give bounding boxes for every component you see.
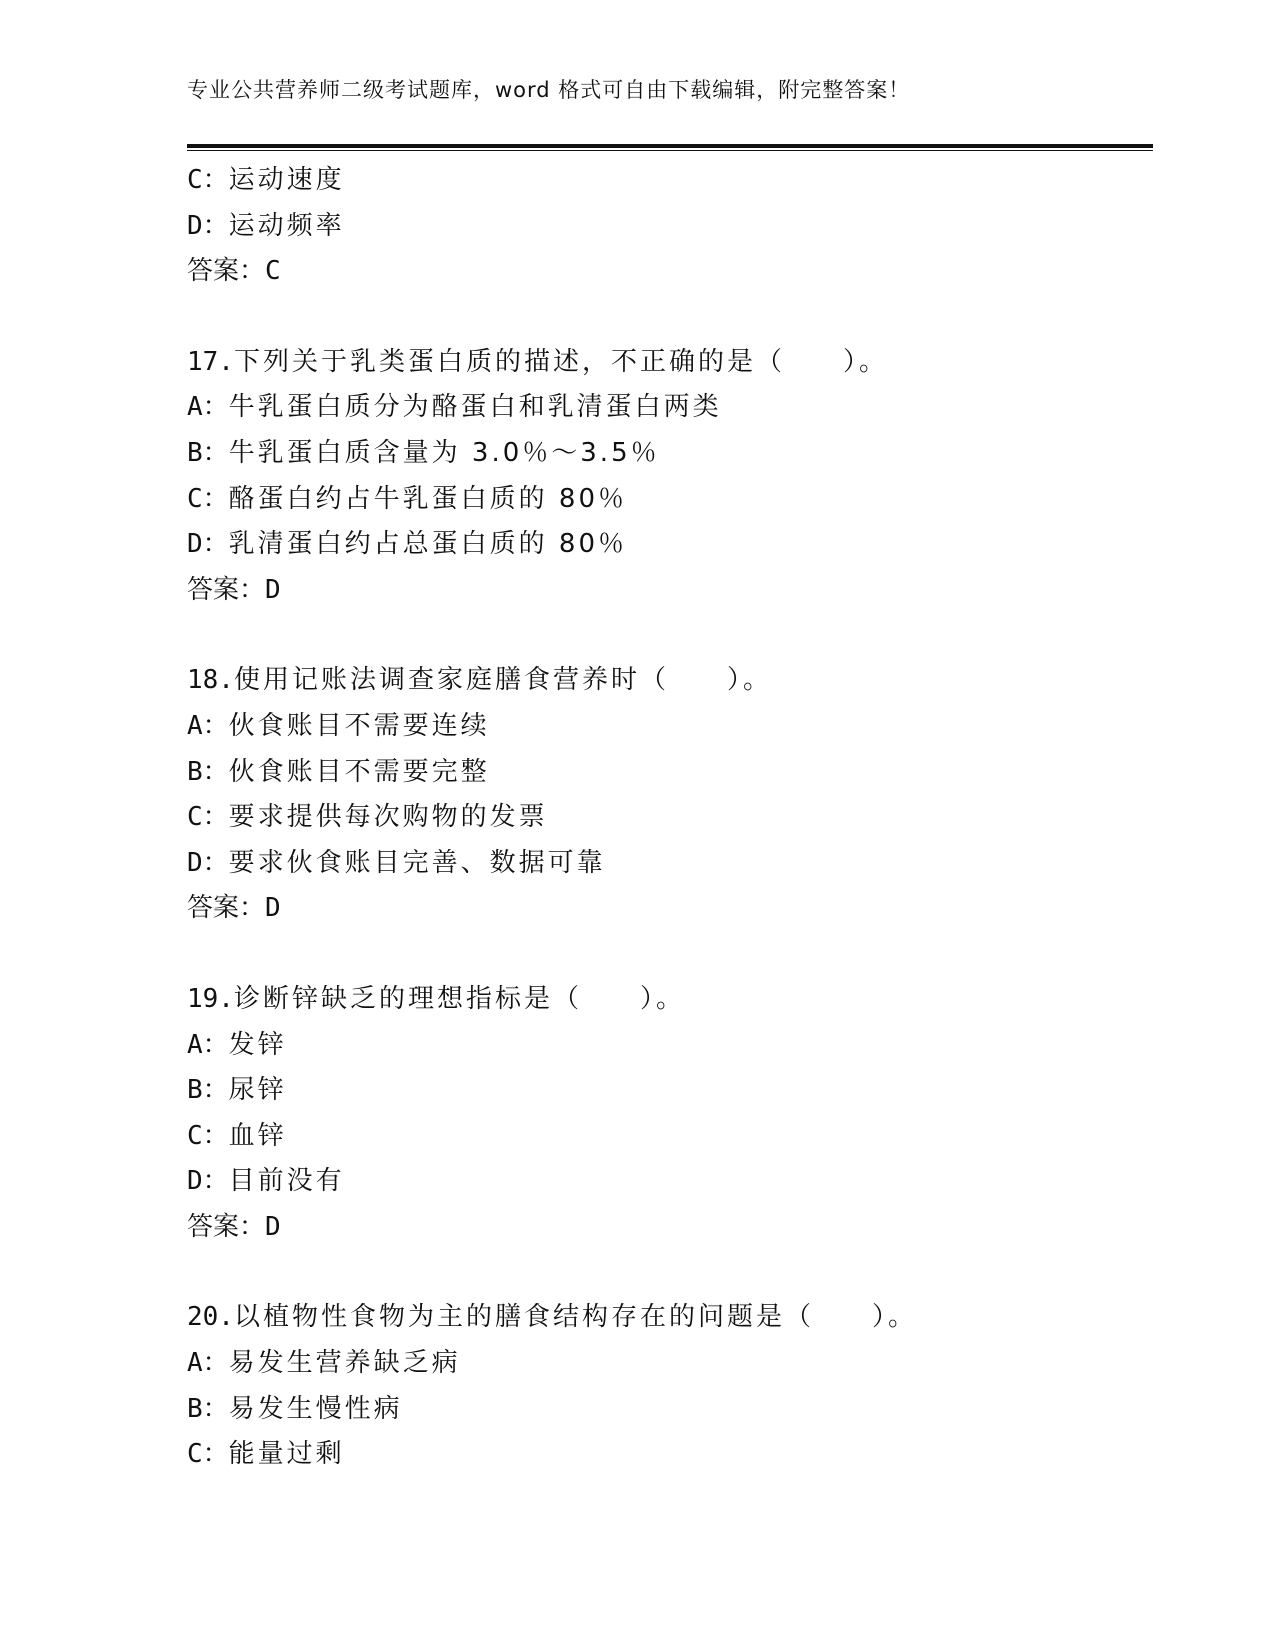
option-key: C： xyxy=(187,165,229,195)
header-rule-thick xyxy=(187,144,1153,148)
question-text: 使用记账法调查家庭膳食营养时（ ）。 xyxy=(233,665,772,696)
option-text: 牛乳蛋白质分为酪蛋白和乳清蛋白两类 xyxy=(228,392,722,423)
question-stem xyxy=(187,1295,1153,1341)
answer-value: D xyxy=(265,893,281,924)
option-key: D： xyxy=(187,210,229,241)
option-line xyxy=(187,1432,1153,1478)
option-text: 伙食账目不需要完整 xyxy=(228,756,490,787)
option-text: 运动速度 xyxy=(228,165,345,195)
question-stem xyxy=(187,658,1153,704)
question-number: 19. xyxy=(187,983,234,1014)
option-text: 要求提供每次购物的发票 xyxy=(228,802,548,833)
document-body xyxy=(187,158,1153,1478)
answer-line xyxy=(187,1205,1153,1251)
option-key: C： xyxy=(187,802,229,833)
answer-label: 答案： xyxy=(187,574,266,605)
option-text: 发锌 xyxy=(228,1029,287,1060)
option-line xyxy=(187,841,1153,887)
option-line xyxy=(187,477,1153,523)
option-key: C： xyxy=(187,1120,229,1151)
option-key: C： xyxy=(187,483,229,514)
option-key: A： xyxy=(187,392,229,423)
answer-value: D xyxy=(265,1211,281,1242)
option-text: 运动频率 xyxy=(228,210,345,241)
question-text: 下列关于乳类蛋白质的描述，不正确的是（ ）。 xyxy=(233,346,888,377)
option-line xyxy=(187,1159,1153,1205)
option-key: B： xyxy=(187,756,229,787)
answer-value: C xyxy=(265,256,281,287)
option-line xyxy=(187,1387,1153,1433)
question-text: 以植物性食物为主的膳食结构存在的问题是（ ）。 xyxy=(233,1302,917,1333)
option-text: 目前没有 xyxy=(228,1166,345,1197)
question-number: 18. xyxy=(187,665,234,696)
answer-line xyxy=(187,886,1153,932)
option-key: D： xyxy=(187,847,229,878)
option-line xyxy=(187,1114,1153,1160)
answer-line xyxy=(187,249,1153,295)
option-key: B： xyxy=(187,1075,229,1106)
option-text: 乳清蛋白约占总蛋白质的 80％ xyxy=(228,529,628,560)
option-line xyxy=(187,1023,1153,1069)
option-text: 尿锌 xyxy=(228,1075,287,1106)
option-text: 易发生营养缺乏病 xyxy=(228,1348,461,1379)
answer-label: 答案： xyxy=(187,256,266,287)
option-line xyxy=(187,158,1153,204)
option-line xyxy=(187,1068,1153,1114)
option-text: 易发生慢性病 xyxy=(228,1393,403,1424)
option-line xyxy=(187,750,1153,796)
option-key: A： xyxy=(187,1348,229,1379)
question-stem xyxy=(187,977,1153,1023)
question-stem xyxy=(187,340,1153,386)
option-key: C： xyxy=(187,1439,229,1470)
answer-label: 答案： xyxy=(187,1211,266,1242)
option-text: 血锌 xyxy=(228,1120,287,1151)
option-line xyxy=(187,1341,1153,1387)
question-text: 诊断锌缺乏的理想指标是（ ）。 xyxy=(233,983,685,1014)
option-key: B： xyxy=(187,437,229,468)
option-line xyxy=(187,795,1153,841)
answer-value: D xyxy=(265,574,281,605)
option-key: D： xyxy=(187,529,229,560)
page-header: 专业公共营养师二级考试题库，word 格式可自由下载编辑，附完整答案！ xyxy=(187,78,911,102)
option-key: A： xyxy=(187,1029,229,1060)
option-key: B： xyxy=(187,1393,229,1424)
option-text: 要求伙食账目完善、数据可靠 xyxy=(228,847,606,878)
answer-line xyxy=(187,568,1153,614)
option-text: 酪蛋白约占牛乳蛋白质的 80％ xyxy=(228,483,628,514)
option-line xyxy=(187,385,1153,431)
option-text: 伙食账目不需要连续 xyxy=(228,710,490,741)
option-key: A： xyxy=(187,710,229,741)
answer-label: 答案： xyxy=(187,893,266,924)
question-number: 17. xyxy=(187,346,234,377)
option-line xyxy=(187,431,1153,477)
option-line xyxy=(187,704,1153,750)
option-line xyxy=(187,522,1153,568)
option-text: 能量过剩 xyxy=(228,1439,345,1470)
option-text: 牛乳蛋白质含量为 3.0％～3.5％ xyxy=(228,437,660,468)
question-number: 20. xyxy=(187,1302,234,1333)
header-rule-thin xyxy=(187,150,1153,151)
option-key: D： xyxy=(187,1166,229,1197)
option-line xyxy=(187,204,1153,250)
